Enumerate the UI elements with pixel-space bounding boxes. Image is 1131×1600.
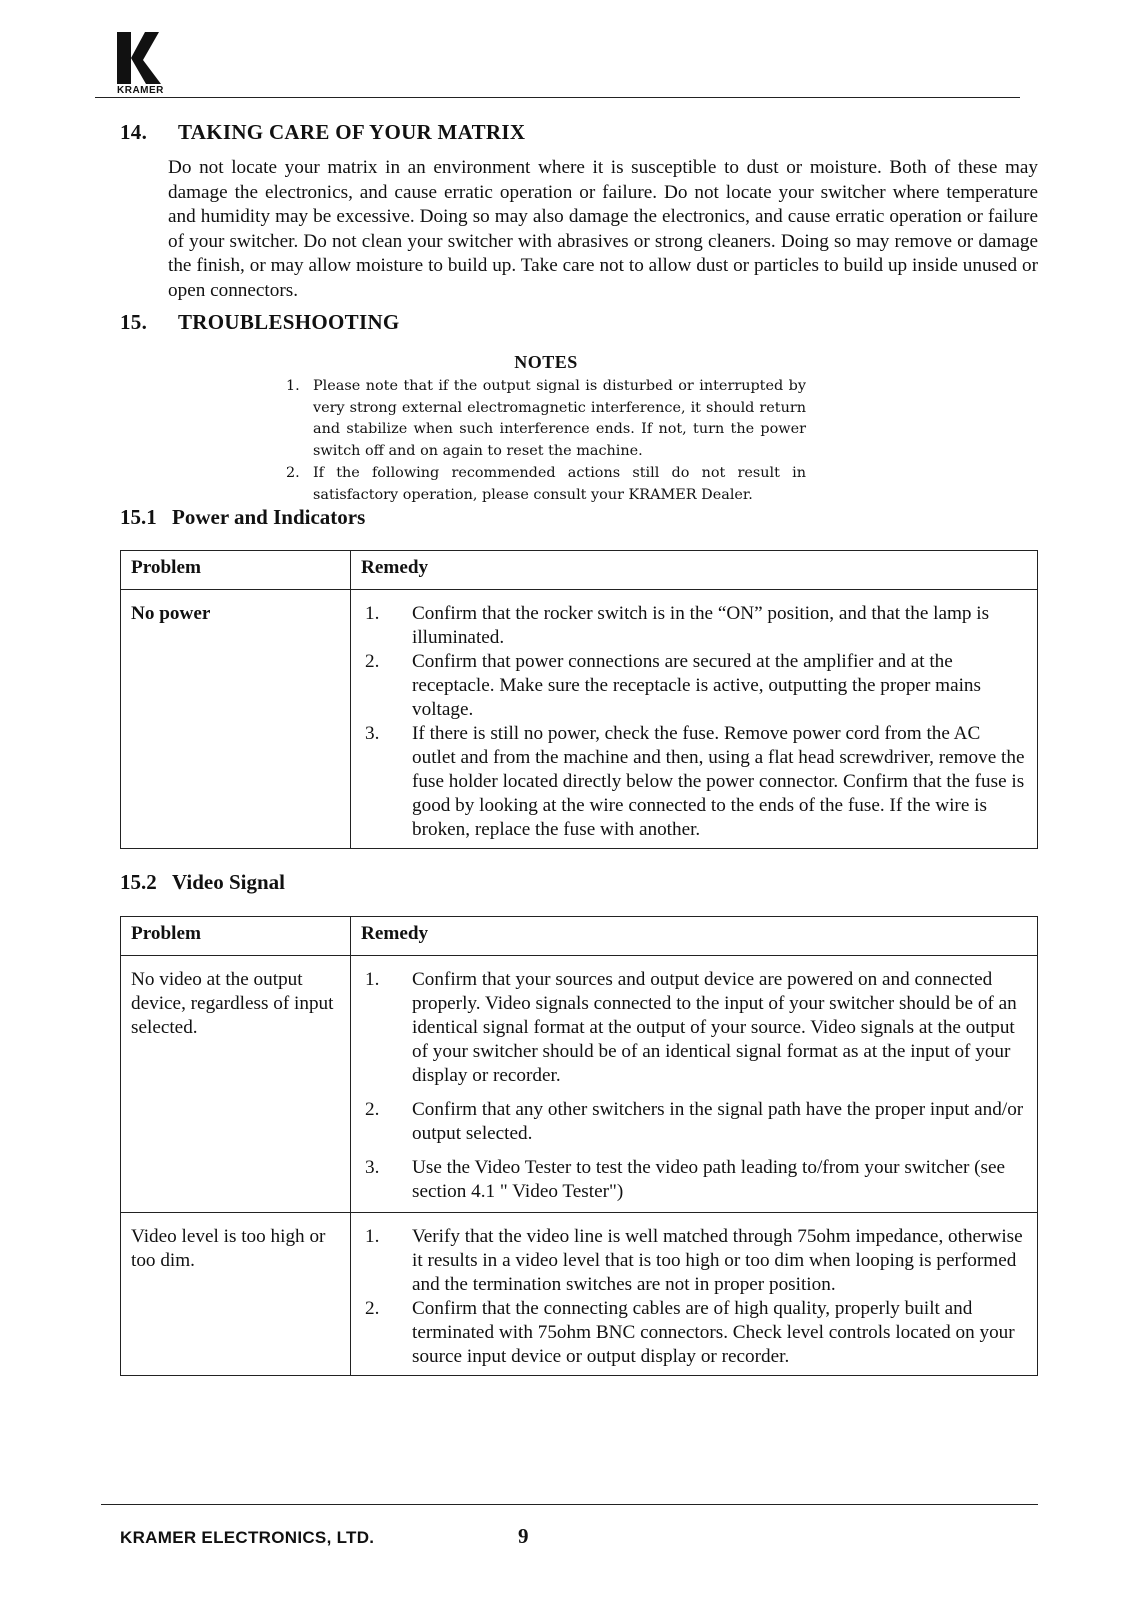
remedy-text: Confirm that the rocker switch is in the “ON” position, and that the lamp is illuminated. [412,603,990,648]
problem-cell: Video level is too high or too dim. [121,1213,351,1376]
note-item [286,376,806,463]
section-15-1-title: Power and Indicators [172,505,366,529]
section-15-2-heading [120,870,285,895]
remedy-number: 1. [365,969,380,990]
remedy-text: If there is still no power, check the fuse. Remove power cord from the AC outlet and from the machine and then, using a flat head screwdriver, remove the fuse holder located directly below the power connector. Confirm that the fuse is good by looking at the wire connected to the ends of the fuse. If the wire is broken, replace the fuse with another. [412,723,1025,840]
notes-box [286,352,806,507]
note-number: 1. [286,377,300,394]
remedy-item [365,968,1025,1088]
note-text: If the following recommended actions still do not result in satisfactory operation, please consult your KRAMER Dealer. [313,464,806,503]
column-header-problem: Problem [121,917,351,956]
video-signal-table [120,916,1038,1376]
page-number: 9 [518,1524,529,1548]
section-15-number: 15. [120,310,148,334]
remedy-text: Verify that the video line is well matched through 75ohm impedance, otherwise it results in a video level that is too high or too dim when looping is performed and the termination switches are not in proper position. [412,1226,1023,1295]
table-row [121,1213,1038,1376]
problem-cell: No power [121,590,351,849]
remedy-item [365,1225,1025,1297]
section-15-1-heading [120,505,365,530]
remedy-text: Confirm that your sources and output device are powered on and connected properly. Video signals connected to the input of your switcher should be of an identical signal format at the output of your source. Video signals at the output of your switcher should be of an identical signal format as at the input of your display or recorder. [412,969,1017,1086]
remedy-item [365,1297,1025,1369]
remedy-text: Confirm that power connections are secured at the amplifier and at the receptacle. Make sure the receptacle is active, outputting the proper mains voltage. [412,651,981,720]
section-15-heading [120,310,400,335]
table-row [121,956,1038,1213]
header-rule [95,97,1020,98]
remedy-number: 2. [365,1298,380,1319]
remedy-text: Confirm that the connecting cables are of high quality, properly built and terminated with 75ohm BNC connectors. Check level controls located on your source input device or output display or recorder. [412,1298,1015,1367]
section-15-2-title: Video Signal [172,870,285,894]
note-text: Please note that if the output signal is disturbed or interrupted by very strong external electromagnetic interference, it should return and stabilize when such interference ends. If not, turn the power switch off and on again to reset the machine. [313,377,806,460]
power-indicators-table [120,550,1038,849]
remedy-number: 1. [365,603,380,624]
remedy-number: 2. [365,1099,380,1120]
problem-cell: No video at the output device, regardless of input selected. [121,956,351,1213]
remedy-item [365,602,1025,650]
note-item [286,463,806,507]
column-header-problem: Problem [121,551,351,590]
remedy-number: 2. [365,651,380,672]
table-header-row [121,917,1038,956]
remedy-number: 3. [365,723,380,744]
section-14-number: 14. [120,120,148,144]
remedy-item [365,722,1025,842]
footer-company: KRAMER ELECTRONICS, LTD. [120,1528,375,1547]
section-14-body: Do not locate your matrix in an environment where it is susceptible to dust or moisture. Both of these may damage the electronics, and cause erratic operation or failure. Do not locate your switcher where temperature and humidity may be excessive. Doing so may also damage the electronics, and cause erratic operation or failure of your switcher. Do not clean your switcher with abrasives or strong cleaners. Doing so may remove or damage the finish, or may allow moisture to build up. Take care not to allow dust or particles to build up inside unused or open connectors. [168,157,1038,301]
notes-title: NOTES [514,352,578,372]
section-15-title: TROUBLESHOOTING [178,310,400,334]
remedy-text: Confirm that any other switchers in the signal path have the proper input and/or output selected. [412,1099,1024,1144]
remedy-item [365,1156,1025,1204]
remedy-number: 1. [365,1226,380,1247]
section-15-2-number: 15.2 [120,870,157,894]
remedy-text: Use the Video Tester to test the video path leading to/from your switcher (see section 4.1 " Video Tester") [412,1157,1006,1202]
section-14-heading [120,120,525,145]
remedy-number: 3. [365,1157,380,1178]
remedy-cell [351,590,1038,849]
table-header-row [121,551,1038,590]
remedy-cell [351,956,1038,1213]
column-header-remedy: Remedy [351,917,1038,956]
column-header-remedy: Remedy [351,551,1038,590]
section-14-title: TAKING CARE OF YOUR MATRIX [178,120,526,144]
remedy-item [365,1098,1025,1146]
remedy-item [365,650,1025,722]
section-15-1-number: 15.1 [120,505,157,529]
remedy-cell [351,1213,1038,1376]
note-number: 2. [286,464,300,481]
table-row [121,590,1038,849]
logo-text: KRAMER [117,85,164,96]
footer-rule [101,1504,1038,1505]
